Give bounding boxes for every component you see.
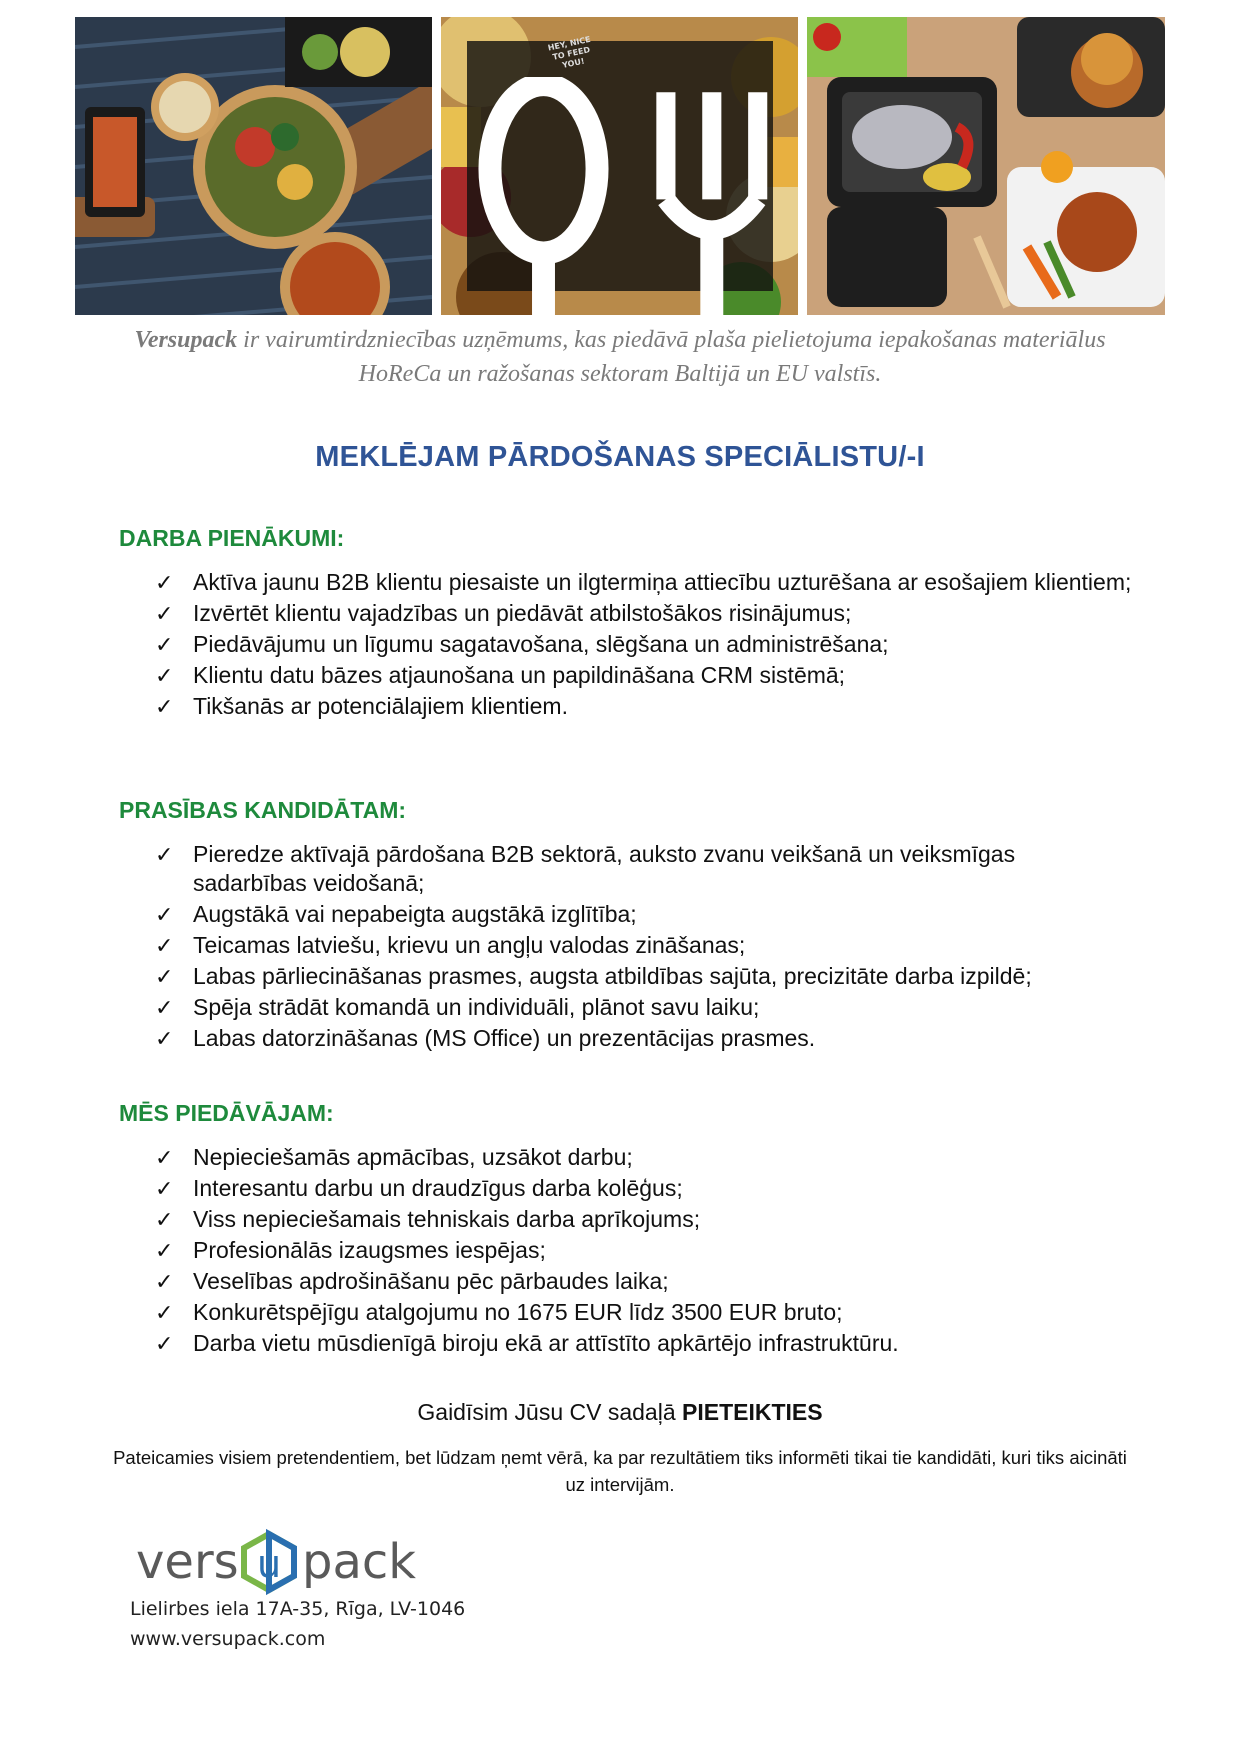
closing-text: Gaidīsim Jūsu CV sadaļā <box>417 1399 683 1425</box>
logo-text-middle: u <box>257 1542 282 1586</box>
food-photo-bowls <box>75 17 432 315</box>
list-item: ✓ Augstākā vai nepabeigta augstākā izglītība; <box>155 901 637 927</box>
list-item: ✓ Teicamas latviešu, krievu un angļu valodas zināšanas; <box>155 932 746 958</box>
list-item: ✓ Konkurētspējīgu atalgojumu no 1675 EUR līdz 3500 EUR bruto; <box>155 1299 843 1325</box>
logo-text-left: vers <box>136 1534 239 1590</box>
check-mark-icon: ✓ <box>155 601 174 626</box>
closing-line <box>0 1399 1240 1426</box>
list-item: ✓ Tikšanās ar potenciālajiem klientiem. <box>155 693 568 719</box>
intro-company-name: Versupack <box>134 327 238 353</box>
food-photo-banner <box>441 17 798 315</box>
page-title: MEKLĒJAM PĀRDOŠANAS SPECIĀLISTU/-I <box>315 441 925 473</box>
company-address <box>130 1594 465 1654</box>
list-item: ✓ Labas datorzināšanas (MS Office) un prezentācijas prasmes. <box>155 1025 816 1051</box>
list-item: ✓ Nepieciešamās apmācības, uzsākot darbu; <box>155 1144 633 1170</box>
check-mark-icon: ✓ <box>155 964 174 989</box>
company-intro <box>100 323 1140 391</box>
duties-list <box>155 568 1135 723</box>
check-mark-icon: ✓ <box>155 632 174 657</box>
section-heading-duties: DARBA PIENĀKUMI: <box>119 525 345 551</box>
food-photo-boxes <box>807 17 1165 315</box>
check-mark-icon: ✓ <box>155 995 174 1020</box>
list-item: ✓ Klientu datu bāzes atjaunošana un papildināšana CRM sistēmā; <box>155 662 846 688</box>
website-link[interactable]: www.versupack.com <box>130 1628 326 1650</box>
list-item: ✓ Labas pārliecināšanas prasmes, augsta atbildības sajūta, precizitāte darba izpildē; <box>155 963 1032 989</box>
check-mark-icon: ✓ <box>155 1207 174 1232</box>
fork-spoon-icon <box>467 77 773 315</box>
list-item: ✓ Darba vietu mūsdienīgā biroju ekā ar attīstīto apkārtējo infrastruktūru. <box>155 1330 899 1356</box>
check-mark-icon: ✓ <box>155 933 174 958</box>
check-mark-icon: ✓ <box>155 1331 174 1356</box>
brand-banner <box>467 34 773 291</box>
intro-text: ir vairumtirdzniecības uzņēmums, kas piedāvā plaša pielietojuma iepakošanas materiālus HoReCa un ražošanas sektoram Baltijā un EU valstīs. <box>237 327 1106 387</box>
offer-list <box>155 1143 1135 1360</box>
check-mark-icon: ✓ <box>155 1145 174 1170</box>
disclaimer: Pateicamies visiem pretendentiem, bet lūdzam ņemt vērā, ka par rezultātiem tiks informēti tikai tie kandidāti, kuri tiks aicināti uz intervijām. <box>113 1447 1127 1495</box>
list-item: ✓ Pieredze aktīvajā pārdošana B2B sektorā, auksto zvanu veikšanā un veiksmīgas sadarbības veidošanā; <box>155 841 1016 896</box>
list-item: ✓ Izvērtēt klientu vajadzības un piedāvāt atbilstošākos risinājumus; <box>155 600 852 626</box>
header-photo-strip <box>75 17 1165 315</box>
versupack-logo <box>136 1528 416 1598</box>
check-mark-icon: ✓ <box>155 902 174 927</box>
check-mark-icon: ✓ <box>155 1176 174 1201</box>
check-mark-icon: ✓ <box>155 1269 174 1294</box>
list-item: ✓ Interesantu darbu un draudzīgus darba kolēģus; <box>155 1175 683 1201</box>
list-item: ✓ Viss nepieciešamais tehniskais darba aprīkojums; <box>155 1206 701 1232</box>
list-item: ✓ Piedāvājumu un līgumu sagatavošana, slēgšana un administrēšana; <box>155 631 889 657</box>
requirements-list <box>155 840 1135 1055</box>
section-heading-requirements: PRASĪBAS KANDIDĀTAM: <box>119 797 407 823</box>
check-mark-icon: ✓ <box>155 694 174 719</box>
check-mark-icon: ✓ <box>155 570 174 595</box>
check-mark-icon: ✓ <box>155 1300 174 1325</box>
section-heading-offer: MĒS PIEDĀVĀJAM: <box>119 1100 334 1126</box>
list-item: ✓ Veselības apdrošināšanu pēc pārbaudes laika; <box>155 1268 669 1294</box>
apply-link[interactable]: PIETEIKTIES <box>682 1399 823 1425</box>
check-mark-icon: ✓ <box>155 842 174 867</box>
check-mark-icon: ✓ <box>155 1238 174 1263</box>
list-item: ✓ Profesionālās izaugsmes iespējas; <box>155 1237 546 1263</box>
logo-text-right: pack <box>302 1534 416 1590</box>
list-item: ✓ Spēja strādāt komandā un individuāli, plānot savu laiku; <box>155 994 760 1020</box>
list-item: ✓ Aktīva jaunu B2B klientu piesaiste un ilgtermiņa attiecību uzturēšana ar esošajiem klientiem; <box>155 569 1132 595</box>
check-mark-icon: ✓ <box>155 1026 174 1051</box>
check-mark-icon: ✓ <box>155 663 174 688</box>
address-street: Lielirbes iela 17A-35, Rīga, LV-1046 <box>130 1598 466 1620</box>
banner-sticker: HEY, NICE TO FEED YOU! <box>547 34 592 70</box>
